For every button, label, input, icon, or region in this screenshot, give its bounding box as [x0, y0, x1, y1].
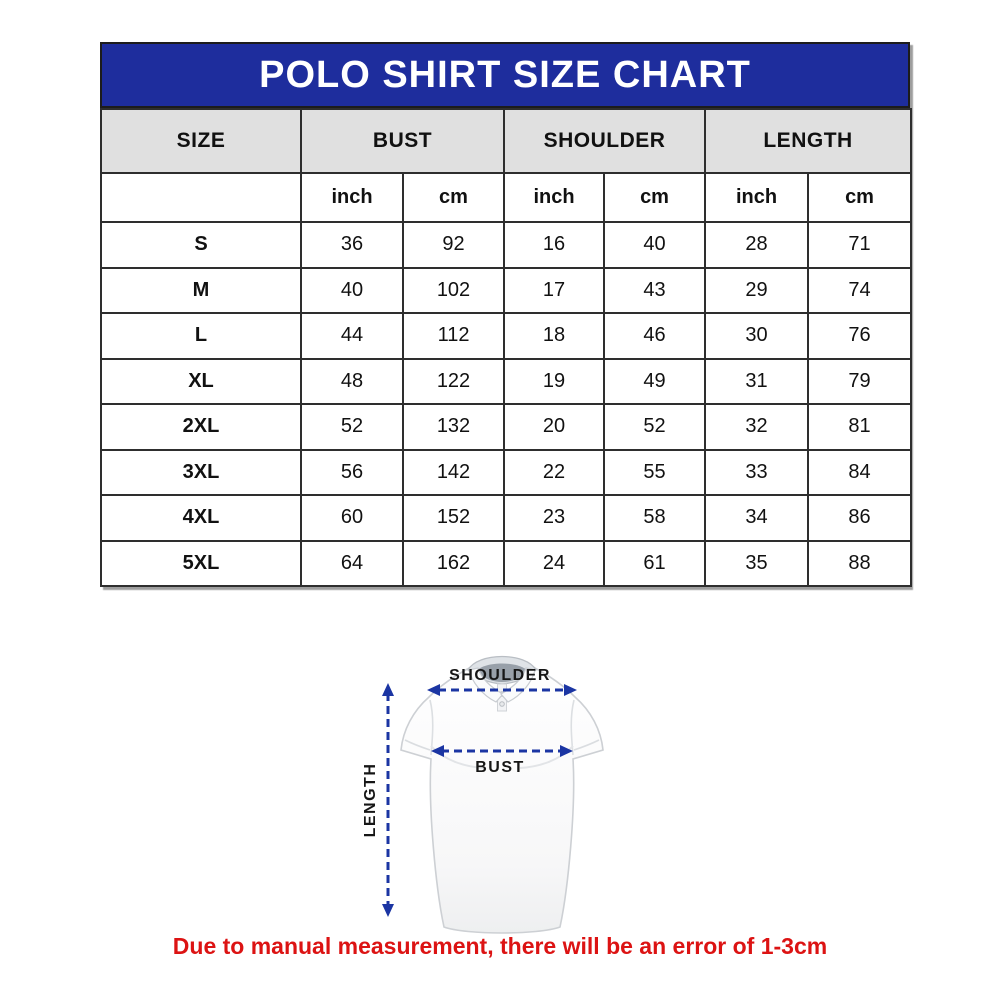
- value-cell: 31: [705, 359, 808, 405]
- value-cell: 22: [504, 450, 604, 496]
- value-cell: 48: [301, 359, 403, 405]
- unit-bust-inch: inch: [301, 173, 403, 222]
- value-cell: 24: [504, 541, 604, 587]
- value-cell: 142: [403, 450, 504, 496]
- value-cell: 81: [808, 404, 911, 450]
- value-cell: 32: [705, 404, 808, 450]
- table-row-3xl: [101, 450, 911, 496]
- unit-shoulder-cm: cm: [604, 173, 705, 222]
- polo-shirt-diagram: [330, 638, 670, 938]
- measurement-error-note: Due to manual measurement, there will be an error of 1-3cm: [172, 933, 828, 959]
- length-label: LENGTH: [362, 762, 379, 838]
- length-arrow: [382, 683, 394, 917]
- unit-bust-cm: cm: [403, 173, 504, 222]
- value-cell: 56: [301, 450, 403, 496]
- value-cell: 36: [301, 222, 403, 268]
- value-cell: 64: [301, 541, 403, 587]
- value-cell: 16: [504, 222, 604, 268]
- value-cell: 71: [808, 222, 911, 268]
- value-cell: 28: [705, 222, 808, 268]
- polo-shirt-graphic: [330, 638, 670, 938]
- value-cell: 30: [705, 313, 808, 359]
- value-cell: 132: [403, 404, 504, 450]
- table-row-4xl: [101, 495, 911, 541]
- bust-label: BUST: [475, 759, 525, 776]
- size-label: 4XL: [101, 495, 301, 541]
- size-label: 5XL: [101, 541, 301, 587]
- value-cell: 79: [808, 359, 911, 405]
- col-header-length: LENGTH: [705, 109, 911, 173]
- value-cell: 74: [808, 268, 911, 314]
- column-group-header-row: [101, 109, 911, 173]
- value-cell: 20: [504, 404, 604, 450]
- unit-shoulder-inch: inch: [504, 173, 604, 222]
- table-row-l: [101, 313, 911, 359]
- value-cell: 55: [604, 450, 705, 496]
- size-label: S: [101, 222, 301, 268]
- chart-title-bar: [100, 42, 910, 108]
- value-cell: 40: [604, 222, 705, 268]
- chart-title: POLO SHIRT SIZE CHART: [259, 53, 751, 96]
- value-cell: 18: [504, 313, 604, 359]
- table-row-2xl: [101, 404, 911, 450]
- col-header-size: SIZE: [101, 109, 301, 173]
- value-cell: 60: [301, 495, 403, 541]
- unit-header-row: [101, 173, 911, 222]
- value-cell: 52: [604, 404, 705, 450]
- size-chart-table: [100, 108, 912, 587]
- col-header-bust: BUST: [301, 109, 504, 173]
- value-cell: 23: [504, 495, 604, 541]
- unit-blank-cell: [101, 173, 301, 222]
- size-label: XL: [101, 359, 301, 405]
- shirt-body: [401, 657, 603, 934]
- value-cell: 46: [604, 313, 705, 359]
- value-cell: 58: [604, 495, 705, 541]
- value-cell: 29: [705, 268, 808, 314]
- value-cell: 86: [808, 495, 911, 541]
- shoulder-label: SHOULDER: [449, 667, 551, 684]
- value-cell: 19: [504, 359, 604, 405]
- col-header-shoulder: SHOULDER: [504, 109, 705, 173]
- value-cell: 40: [301, 268, 403, 314]
- value-cell: 44: [301, 313, 403, 359]
- value-cell: 61: [604, 541, 705, 587]
- table-row-m: [101, 268, 911, 314]
- size-label: L: [101, 313, 301, 359]
- value-cell: 49: [604, 359, 705, 405]
- value-cell: 76: [808, 313, 911, 359]
- value-cell: 112: [403, 313, 504, 359]
- value-cell: 92: [403, 222, 504, 268]
- value-cell: 43: [604, 268, 705, 314]
- unit-length-inch: inch: [705, 173, 808, 222]
- value-cell: 88: [808, 541, 911, 587]
- size-label: M: [101, 268, 301, 314]
- value-cell: 33: [705, 450, 808, 496]
- value-cell: 122: [403, 359, 504, 405]
- table-row-5xl: [101, 541, 911, 587]
- table-row-s: [101, 222, 911, 268]
- unit-length-cm: cm: [808, 173, 911, 222]
- value-cell: 152: [403, 495, 504, 541]
- value-cell: 34: [705, 495, 808, 541]
- button: [500, 702, 505, 707]
- value-cell: 17: [504, 268, 604, 314]
- value-cell: 102: [403, 268, 504, 314]
- size-label: 2XL: [101, 404, 301, 450]
- value-cell: 162: [403, 541, 504, 587]
- value-cell: 35: [705, 541, 808, 587]
- table-row-xl: [101, 359, 911, 405]
- value-cell: 84: [808, 450, 911, 496]
- value-cell: 52: [301, 404, 403, 450]
- size-label: 3XL: [101, 450, 301, 496]
- size-chart-panel: [100, 42, 910, 587]
